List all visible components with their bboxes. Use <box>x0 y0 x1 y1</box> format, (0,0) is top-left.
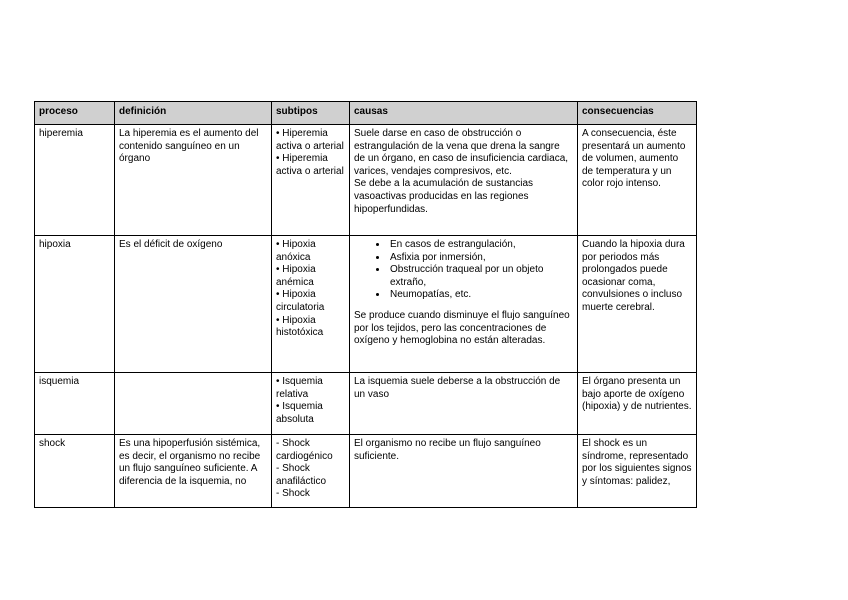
cell-consecuencias: El órgano presenta un bajo aporte de oxígeno (hipoxia) y de nutrientes. <box>578 373 697 435</box>
subtipo-item: • Hipoxia anóxica <box>276 239 316 263</box>
cell-consecuencias: A consecuencia, éste presentará un aumento de volumen, aumento de temperatura y un color rojo intenso. <box>578 125 697 236</box>
causa-paragraph: Se debe a la acumulación de sustancias vasoactivas producidas en las regiones hipoperfundidas. <box>354 178 534 215</box>
process-table <box>34 101 697 508</box>
cell-consecuencias: Cuando la hipoxia dura por periodos más prolongados puede ocasionar coma, convulsiones o incluso muerte cerebral. <box>578 236 697 373</box>
header-row <box>35 102 697 125</box>
cell-subtipos <box>272 373 350 435</box>
subtipo-item: - Shock cardiogénico <box>276 438 333 462</box>
cell-definicion: La hiperemia es el aumento del contenido sanguíneo en un órgano <box>115 125 272 236</box>
cell-subtipos <box>272 236 350 373</box>
header-causas: causas <box>350 102 578 125</box>
subtipo-item: • Hiperemia activa o arterial <box>276 153 344 177</box>
cell-definicion: Es una hipoperfusión sistémica, es decir, el organismo no recibe un flujo sanguíneo suficiente. A diferencia de la isquemia, no <box>115 435 272 508</box>
table-row <box>35 125 697 236</box>
header-definicion: definición <box>115 102 272 125</box>
list-item: • En casos de estrangulación, <box>388 239 573 252</box>
table-row <box>35 373 697 435</box>
table-row <box>35 435 697 508</box>
subtipo-item: • Hiperemia activa o arterial <box>276 128 344 152</box>
cell-causas <box>350 236 578 373</box>
causas-bullet-list <box>354 239 573 302</box>
cell-subtipos <box>272 435 350 508</box>
header-subtipos: subtipos <box>272 102 350 125</box>
cell-definicion <box>115 373 272 435</box>
list-item: • Asfixia por inmersión, <box>388 252 573 265</box>
table-row <box>35 236 697 373</box>
cell-definicion: Es el déficit de oxígeno <box>115 236 272 373</box>
cell-proceso: hiperemia <box>35 125 115 236</box>
causa-paragraph: Suele darse en caso de obstrucción o estrangulación de la vena que drena la sangre de un órgano, en caso de insuficiencia cardiaca, varices, vendajes compresivos, etc. <box>354 128 569 177</box>
subtipo-item: • Hipoxia circulatoria <box>276 289 325 313</box>
subtipo-item: • Hipoxia anémica <box>276 264 316 288</box>
subtipo-item: • Isquemia absoluta <box>276 401 323 425</box>
cell-causas: El organismo no recibe un flujo sanguíneo suficiente. <box>350 435 578 508</box>
cell-causas <box>350 125 578 236</box>
cell-proceso: hipoxia <box>35 236 115 373</box>
header-proceso: proceso <box>35 102 115 125</box>
cell-consecuencias: El shock es un síndrome, representado por los siguientes signos y síntomas: palidez, <box>578 435 697 508</box>
subtipo-item: • Hipoxia histotóxica <box>276 314 324 339</box>
header-consecuencias: consecuencias <box>578 102 697 125</box>
list-item: • Obstrucción traqueal por un objeto extraño, <box>388 264 573 289</box>
list-item: • Neumopatías, etc. <box>388 289 573 302</box>
cell-proceso: isquemia <box>35 373 115 435</box>
cell-causas: La isquemia suele deberse a la obstrucción de un vaso <box>350 373 578 435</box>
causa-paragraph: Se produce cuando disminuye el flujo sanguíneo por los tejidos, pero las concentraciones de oxígeno y hemoglobina no están alteradas. <box>354 309 570 347</box>
subtipo-item: - Shock anafiláctico <box>276 463 327 487</box>
subtipo-item: - Shock <box>276 488 310 500</box>
subtipo-item: • Isquemia relativa <box>276 376 323 400</box>
cell-proceso: shock <box>35 435 115 508</box>
cell-subtipos <box>272 125 350 236</box>
